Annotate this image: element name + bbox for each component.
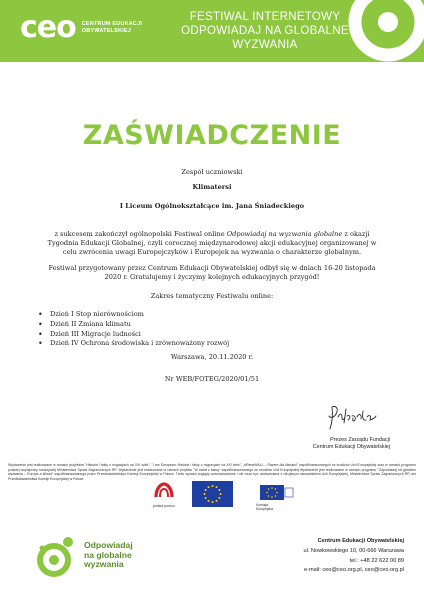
org-address: ul. Nowkowskiego 10, 00-666 Warszawa	[303, 547, 404, 554]
polska-pomoc-icon	[153, 482, 175, 499]
org-email: e-mail: ceo@ceo.org.pl, ceo@ceo.org.pl	[304, 567, 404, 574]
certificate-number: Nr WEB/FOTEG/2020/01/51	[164, 375, 260, 383]
program-logo-icon	[34, 534, 80, 580]
signature-caption: Prezes Zarządu Fundacji Centrum Edukacji Obywatelskiej	[312, 437, 390, 450]
place-date: Warszawa, 20.11.2020 r.	[170, 353, 254, 361]
certificate-title: ZAŚWIADCZENIE	[82, 120, 342, 151]
ceo-swirl-decoration	[346, 0, 424, 62]
school-name: I Liceum Ogólnokształcące im. Jana Śniadeckiego	[119, 202, 305, 210]
festival-title: FESTIWAL INTERNETOWY ODPOWIADAJ NA GLOBALNE WYZWANIA	[181, 11, 349, 51]
team-name: Klimatersi	[192, 183, 232, 191]
topics-heading: Zakres tematyczny Festiwalu online:	[150, 292, 274, 300]
polska-pomoc-logo: polska pomoc	[148, 482, 180, 508]
signature-image	[326, 401, 378, 433]
ceo-logo-word: ceo	[20, 10, 76, 45]
topics-list	[36, 310, 229, 349]
list-item: • Dzień IV Ochrona środowiska i zrównoważony rozwój	[36, 339, 229, 349]
intro-text: Zespół uczniowski	[181, 168, 243, 176]
festival-paragraph: Festiwal przygotowany przez Centrum Edukacji Obywatelskiej odbył się w dniach 16-20 listopada 2020 r. Gratulujemy i życzymy kolejnych edukacyjnych przygód!	[48, 264, 376, 281]
european-commission-label: Komisja Europejska	[256, 503, 273, 511]
eu-flag-logo	[192, 481, 233, 507]
org-name: Centrum Edukacji Obywatelskiej	[317, 538, 404, 544]
completion-paragraph: z sukcesem zakończył ogólnopolski Festiwal online Odpowiadaj na wyzwania globalne z okazji Tygodnia Edukacji Globalnej, czyli corocznej międzynarodowej akcji edukacyjnej organizowanej w celu zwrócenia uwagi Europejczyków i Europejek na wyzwania o charakterze globalnym.	[47, 230, 377, 256]
list-item: • Dzień I Stop nierównościom	[36, 310, 229, 320]
ceo-logo-subtitle: CENTRUM EDUKACJI OBYWATELSKIEJ	[81, 21, 143, 34]
eu-stars-icon	[192, 481, 233, 507]
ceo-logo	[20, 10, 146, 45]
program-name: Odpowiadaj na globalne wyzwania	[84, 540, 133, 570]
european-commission-logo	[252, 485, 294, 503]
funding-disclaimer: Wydarzenie jest realizowane w ramach projektów "Historie i fakty o migracjach na XXI wiek", "I am European: Historie i fakty o migracjach na XXI wiek", „#ReneWALL – Razem dla klimatu!" współfinansowanych ze środków Unii Europejskiej oraz w ramach programu polskiej współpracy rozwojowej Ministerstwa Spraw Zagranicznych RP. Wydarzenie jest realizowane w ramach projektu "W świat z klasą" współfinansowanego ze środków Unii Europejskiej.Wydarzenie jest realizowane w ramach programu "Odpowiadaj na globalne wyzwania – Europa a klimat" współfinansowanego przez Przedstawicielstwo Komisji Europejskiej w Polsce. Treść wyraża poglądy autorów/autorek i nie musi być utożsamiana z oficjalnym stanowiskiem Unii Europejskiej, Ministerstwa Spraw Zagranicznych RP, ani Przedstawicielstwa Komisji Europejskiej w Polsce.	[8, 463, 416, 482]
contact-block	[250, 537, 404, 576]
list-item: • Dzień III Migracje ludności	[36, 330, 229, 340]
list-item: • Dzień II Zmiana klimatu	[36, 320, 229, 330]
org-phone: tel.: +48 22 622 00 89	[349, 557, 404, 564]
header-banner	[0, 0, 424, 62]
